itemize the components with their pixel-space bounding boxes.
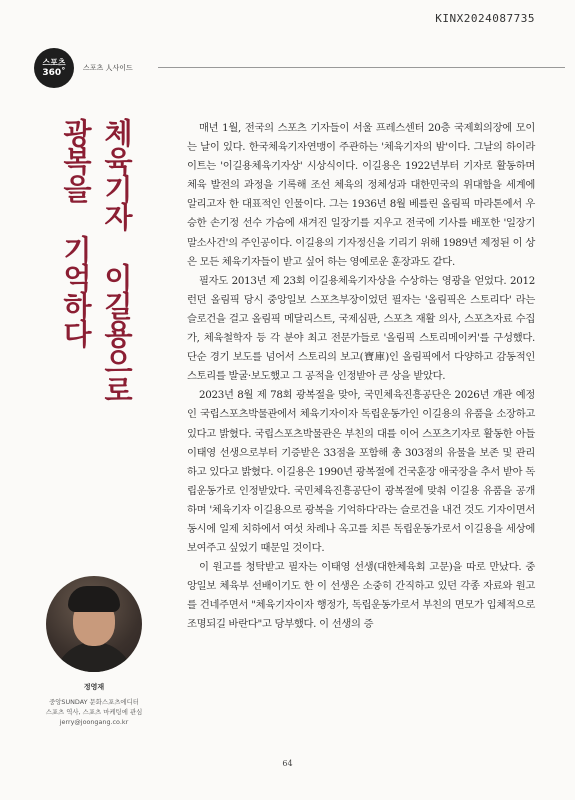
badge-label-360: 360˚ (42, 68, 66, 78)
paragraph: 매년 1월, 전국의 스포츠 기자들이 서울 프레스센터 20층 국제회의장에 모이는 날이 있다. 한국체육기자연맹이 주관하는 '체육기자의 밤'이다. 그날의 하이라이트는 '이길용체육기자상' 시상식이다. 이길용은 1922년부터 기자로 활동하며 체육 발전의 과정을 기록해 조선 체육의 정체성과 대한민국의 위대함을 세계에 알리고자 한 대표적인 인물이다. 그는 1936년 8월 베를린 올림픽 마라톤에서 우승한 손기정 선수 가슴에 새겨진 일장기를 지우고 전국에 기사를 배포한 '일장기 말소사건'의 주인공이다. 이길용의 기자정신을 기리기 위해 1989년 제정된 이 상은 모든 체육기자들이 받고 싶어 하는 영예로운 훈장과도 같다. (187, 122, 535, 268)
author-title: 중앙SUNDAY 문화스포츠에디터 (49, 698, 139, 706)
article-body (187, 119, 535, 635)
header-divider (158, 67, 565, 68)
author-bio (0, 697, 188, 727)
section-label: 스포츠 人사이드 (83, 64, 133, 72)
author-name: 정영재 (83, 683, 105, 691)
sports-360-badge (34, 48, 74, 88)
paragraph: 이 원고를 청탁받고 필자는 이태영 선생(대한체육회 고문)을 따로 만났다. 중앙일보 체육부 선배이기도 한 이 선생은 소중히 간직하고 있던 각종 자료와 원고를 건네주면서 "체육기자이자 행정가, 독립운동가로서 부친의 면모가 입체적으로 조명되길 바란다"고 당부했다. 이 선생의 증 (187, 561, 535, 631)
article-title-line2: 광복을 기억하다 (59, 118, 93, 347)
author-email: jerry@joongang.co.kr (59, 718, 129, 726)
article-title-line1: 체육기자 이길용으로 (100, 118, 134, 403)
badge-label-sports: 스포츠 (42, 58, 66, 67)
author-photo-shoulders (54, 642, 134, 672)
document-code: KINX2024087735 (435, 12, 535, 25)
paragraph: 2023년 8월 제 78회 광복절을 맞아, 국민체육진흥공단은 2026년 개관 예정인 국립스포츠박물관에서 체육기자이자 독립운동가인 이길용의 유품을 소장하고 있다고 밝혔다. 국립스포츠박물관은 부친의 대를 이어 스포츠기자로 활동한 아들 이태영 선생으로부터 기증받은 33점을 포함해 총 303점의 유물을 보존 및 관리하고 있다고 밝혔다. 이길용은 1990년 광복절에 건국훈장 애국장을 추서 받아 독립운동가로 인정받았다. 국민체육진흥공단이 광복절에 맞춰 이길용 유품을 공개하며 '체육기자 이길용으로 광복을 기억하다'라는 슬로건을 내건 것도 기자이면서 동시에 일제 치하에서 여섯 차례나 옥고를 치른 독립운동가로서 이길용을 세상에 보여주고 싶었기 때문일 것이다. (187, 389, 535, 555)
author-photo (46, 576, 142, 672)
author-photo-hair (68, 586, 120, 612)
paragraph: 필자도 2013년 제 23회 이길용체육기자상을 수상하는 영광을 얻었다. 2012 런던 올림픽 당시 중앙일보 스포츠부장이었던 필자는 '올림픽은 스토리다' 라는 슬로건을 걸고 올림픽 메달리스트, 국제심판, 스포츠 재활 의사, 스포츠자료 수집가, 체육철학자 등 각 분야 최고 전문가들로 '올림픽 스토리메이커'를 구성했다. 단순 경기 보도를 넘어서 스토리의 보고(寶庫)인 올림픽에서 다양하고 감동적인 스토리를 발굴·보도했고 그 공적을 인정받아 큰 상을 받았다. (187, 274, 535, 383)
author-interest: 스포츠 역사, 스포츠 마케팅에 관심 (45, 708, 143, 716)
page-number: 64 (282, 759, 293, 768)
